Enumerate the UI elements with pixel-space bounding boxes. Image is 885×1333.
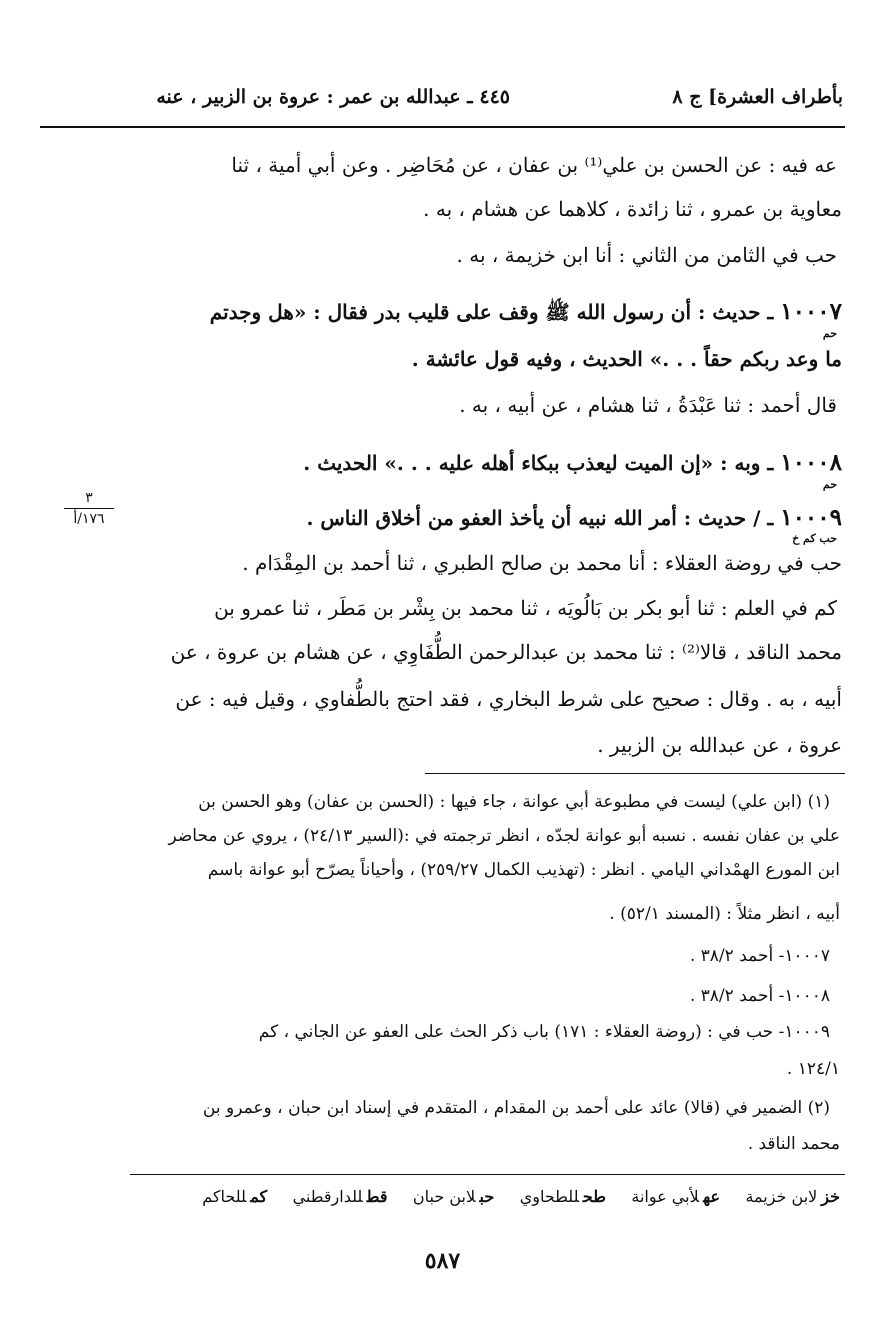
source-marker: حب كم خ	[792, 532, 837, 545]
running-header-volume: بأطراف العشرة] ج ٨	[672, 86, 843, 108]
hadith-10008-heading	[303, 448, 842, 478]
page-number: ٥٨٧	[424, 1248, 461, 1274]
running-header-chapter: ٤٤٥ ـ عبدالله بن عمر : عروة بن الزبير ، عنه	[156, 86, 510, 108]
source-marker: حم	[822, 327, 837, 340]
legend-item: كمللحاكم	[202, 1187, 268, 1206]
footnote-1-line-4: أبيه ، انظر مثلاً : (المسند ٥٢/١) .	[609, 904, 840, 924]
body-line-3: حب في الثامن من الثاني : أنا ابن خزيمة ، به .	[456, 243, 837, 267]
hadith-number: ١٠٠٠٨	[780, 449, 842, 476]
footnote-ref-10007: ١٠٠٠٧- أحمد ٣٨/٢ .	[689, 946, 830, 966]
footnote-ref-10009-line-2: ١٢٤/١ .	[786, 1059, 840, 1079]
legend-item: حبلابن حبان	[412, 1187, 495, 1206]
hadith-text: ـ / حديث : أمر الله نبيه أن يأخذ العفو من أخلاق الناس .	[306, 506, 774, 530]
footnote-ref-10008: ١٠٠٠٨- أحمد ٣٨/٢ .	[689, 986, 830, 1006]
body-line-13: عروة ، عن عبدالله بن الزبير .	[597, 733, 842, 757]
body-line-5: ما وعد ربكم حقاً . . .» الحديث ، وفيه قول عائشة .	[411, 347, 842, 371]
footnote-1-line-1: (١) (ابن علي) ليست في مطبوعة أبي عوانة ، جاء فيها : (الحسن بن عفان) وهو الحسن بن	[198, 792, 830, 812]
footnote-ref-10009-line-1: ١٠٠٠٩- حب في : (روضة العقلاء : ١٧١) باب ذكر الحث على العفو عن الجاني ، كم	[258, 1022, 830, 1042]
body-line-10: كم في العلم : ثنا أبو بكر بن بَالُويَه ، ثنا محمد بن بِشْر بن مَطَر ، ثنا عمرو بن	[214, 596, 837, 620]
abbreviation-legend	[202, 1185, 840, 1209]
footnote-rule	[425, 773, 845, 774]
margin-folio-note	[60, 490, 118, 527]
hadith-text: ـ حديث : أن رسول الله ﷺ وقف على قليب بدر فقال : «هل وجدتم	[209, 300, 774, 324]
hadith-10007-heading	[210, 297, 842, 327]
margin-note-bottom: ١٧٦/أ	[73, 511, 105, 527]
footnote-1-line-3: ابن المورع الهمْداني اليامي . انظر : (تهذيب الكمال ٢٥٩/٢٧) ، وأحياناً يصرّح أبو عوانة باسم	[207, 860, 840, 880]
body-line-9: حب في روضة العقلاء : أنا محمد بن صالح الطبري ، ثنا أحمد بن المِقْدَام .	[242, 551, 842, 575]
footnote-1-line-2: علي بن عفان نفسه . نسبه أبو عوانة لجدّه ، انظر ترجمته في :(السير ٢٤/١٣) ، يروي عن محاضر	[168, 826, 840, 846]
legend-item: طحللطحاوي	[519, 1187, 606, 1206]
header-rule	[40, 126, 845, 128]
footnote-2-line-1: (٢) الضمير في (قالا) عائد على أحمد بن المقدام ، المتقدم في إسناد ابن حبان ، وعمرو بن	[202, 1098, 830, 1118]
footnote-2-line-2: محمد الناقد .	[747, 1134, 840, 1154]
legend-rule	[130, 1174, 845, 1175]
hadith-10009-heading	[306, 503, 842, 533]
legend-item: عهلأبي عوانة	[631, 1187, 720, 1206]
legend-item: خزلابن خزيمة	[745, 1187, 840, 1206]
body-line-12: أبيه ، به . وقال : صحيح على شرط البخاري ، فقد احتج بالطُّفاوي ، وقيل فيه : عن	[175, 687, 842, 711]
body-line-2: معاوية بن عمرو ، ثنا زائدة ، كلاهما عن هشام ، به .	[423, 197, 842, 221]
body-line-6: قال أحمد : ثنا عَبْدَةُ ، ثنا هشام ، عن أبيه ، به .	[459, 393, 837, 417]
hadith-text: ـ وبه : «إن الميت ليعذب ببكاء أهله عليه . . .» الحديث .	[303, 451, 774, 475]
hadith-number: ١٠٠٠٩	[780, 504, 842, 531]
legend-item: قطللدارقطني	[292, 1187, 388, 1206]
source-marker: حم	[822, 478, 837, 491]
margin-note-top: ٣	[85, 490, 93, 506]
body-line-1: عه فيه : عن الحسن بن علي⁽¹⁾ بن عفان ، عن مُحَاضِر . وعن أبي أمية ، ثنا	[231, 153, 837, 177]
margin-note-divider	[64, 508, 114, 509]
body-line-11: محمد الناقد ، قالا⁽²⁾ : ثنا محمد بن عبدالرحمن الطُّفَاوِي ، عن هشام بن عروة ، عن	[170, 640, 842, 664]
hadith-number: ١٠٠٠٧	[780, 298, 842, 325]
